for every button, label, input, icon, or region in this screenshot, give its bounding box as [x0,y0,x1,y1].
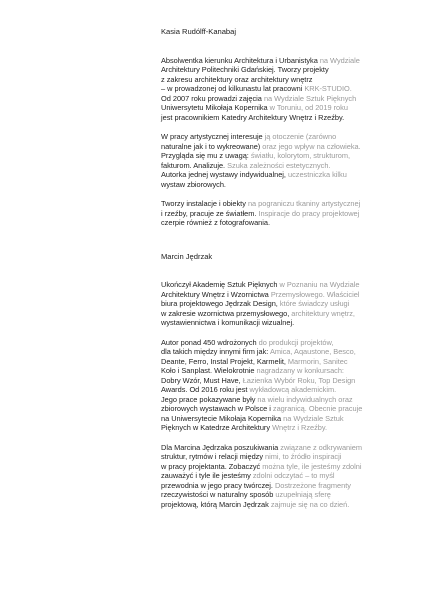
bio-section-1 [161,27,399,228]
bio-paragraph: Autor ponad 450 wdrożonych do produkcji projektów, dla takich między innymi firm jak: Amica, Aqaustone, Besco, Deante, Ferro, Instal Projekt, Karmelit, Marmorin, Sanitec Koło i Sanplast. Wielokrotnie nagradzany w konkursach: Dobry Wzór, Must Have, Łazienka Wybór Roku, Top Design Awards. Od 2016 roku jest wykładowcą akademickim. Jego prace pokazywane były na wielu indywidualnych oraz zbiorowych wystawach w Polsce i zagranicą. Obecnie pracuje na Uniwersytecie Mikołaja Kopernika na Wydziale Sztuk Pięknych w Katedrze Architektury Wnętrz i Rzeźby. [161,337,363,432]
text-column [161,27,399,509]
person-name: Marcin Jędrzak [161,251,213,261]
bio-paragraph: Absolwentka kierunku Architektura i Urbanistyka na Wydziale Architektury Politechniki Gdańskiej. Tworzy projekty z zakresu architektury oraz architektury wnętrz – w prowadzonej od kilkunastu lat pracowni KRK-STUDIO. Od 2007 roku prowadzi zajęcia na Wydziale Sztuk Pięknych Uniwersytetu Mikołaja Kopernika w Toruniu, od 2019 roku jest pracownikiem Katedry Architektury Wnętrz i Rzeźby. [161,55,360,122]
bio-paragraph: Ukończył Akademię Sztuk Pięknych w Poznaniu na Wydziale Architektury Wnętrz i Wzornictwa Przemysłowego. Właściciel biura projektowego Jędrzak Design, które świadczy usługi w zakresie wzornictwa przemysłowego, architektury wnętrz, wystawiennictwa i komunikacji wizualnej. [161,280,360,327]
person-name: Kasia Rudólff-Kanabaj [161,27,237,36]
bio-section-2 [161,252,399,510]
bio-paragraph: W pracy artystycznej interesuje ją otoczenie (zarówno naturalne jak i to wykreowane) oraz jego wpływ na człowieka. Przygląda się mu z uwagą: światłu, kolorytom, strukturom, fakturom. Analizuje. Szuka zależności estetycznych. Autorka jednej wystawy indywidualnej, uczestniczka kilku wystaw zbiorowych. [161,132,361,189]
bio-paragraph: Dla Marcina Jędrzaka poszukiwania związane z odkrywaniem struktur, rytmów i relacji między nimi, to źródło inspiracji w pracy projektanta. Zobaczyć można tyle, ile jesteśmy zdolni zauważyć i tyle ile jesteśmy zdolni odczytać – to myśl przewodnia w jego pracy twórczej. Dostrzeżone fragmenty rzeczywistości w naturalny sposób uzupełniają sferę projektową, którą Marcin Jędrzak zajmuje się na co dzień. [161,442,362,509]
bio-paragraph: Tworzy instalacje i obiekty na pograniczu tkaniny artystycznej i rzeźby, pracuje ze światłem. Inspiracje do pracy projektowej czerpie również z fotografowania. [161,199,361,227]
